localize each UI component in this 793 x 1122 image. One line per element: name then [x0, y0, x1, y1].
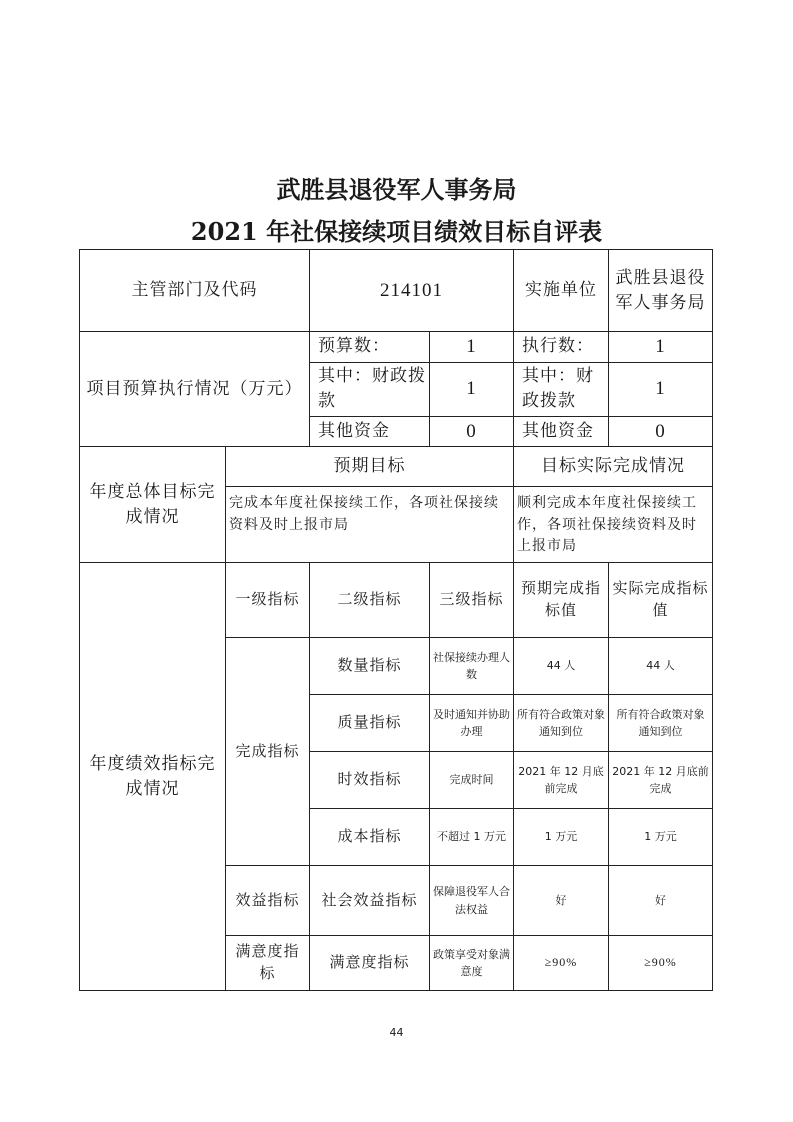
other-funds-exec-label: 其他资金: [514, 416, 609, 447]
budget-amount-label: 预算数：: [310, 332, 430, 363]
level2-cell: 成本指标: [310, 809, 430, 866]
page-number: 44: [389, 1026, 404, 1039]
level2-cell: 时效指标: [310, 752, 430, 809]
level3-cell: 及时通知并协助办理: [430, 695, 514, 752]
level3-cell: 完成时间: [430, 752, 514, 809]
expected-value-cell: 所有符合政策对象通知到位: [514, 695, 609, 752]
level1-completion: 完成指标: [226, 638, 310, 866]
exec-amount-label: 执行数：: [514, 332, 609, 363]
level3-cell: 政策享受对象满意度: [430, 936, 514, 991]
dept-row: [80, 250, 713, 332]
dept-code: 214101: [310, 250, 514, 332]
level2-cell: 数量指标: [310, 638, 430, 695]
expected-target-header: 预期目标: [226, 447, 514, 487]
level1-satisfaction: 满意度指标: [226, 936, 310, 991]
expected-value-cell: 好: [514, 866, 609, 936]
actual-completion-text: 顺利完成本年度社保接续工作，各项社保接续资料及时上报市局: [514, 487, 713, 563]
header-expected-value: 预期完成指标值: [514, 563, 609, 638]
actual-completion-header: 目标实际完成情况: [514, 447, 713, 487]
indicator-header-row: [80, 563, 713, 638]
fiscal-budget-value: 1: [430, 362, 514, 416]
document-title-line1: 武胜县退役军人事务局: [276, 175, 517, 204]
header-level1: 一级指标: [226, 563, 310, 638]
expected-value-cell: 1 万元: [514, 809, 609, 866]
expected-value-cell: 44 人: [514, 638, 609, 695]
other-funds-budget-value: 0: [430, 416, 514, 447]
header-level3: 三级指标: [430, 563, 514, 638]
actual-value-cell: 44 人: [609, 638, 713, 695]
indicator-section-label: 年度绩效指标完成情况: [80, 563, 226, 991]
actual-value-cell: 所有符合政策对象通知到位: [609, 695, 713, 752]
level2-cell: 质量指标: [310, 695, 430, 752]
fiscal-exec-value: 1: [609, 362, 713, 416]
other-funds-label: 其他资金: [310, 416, 430, 447]
exec-amount-value: 1: [609, 332, 713, 363]
fiscal-label: 其中：财政拨款: [310, 362, 430, 416]
level2-cell: 社会效益指标: [310, 866, 430, 936]
actual-value-cell: 好: [609, 866, 713, 936]
actual-value-cell: 1 万元: [609, 809, 713, 866]
actual-value-cell: 2021 年 12 月底前完成: [609, 752, 713, 809]
header-level2: 二级指标: [310, 563, 430, 638]
fiscal-exec-label: 其中：财政拨款: [514, 362, 609, 416]
expected-value-cell: ≥90%: [514, 936, 609, 991]
budget-label: 项目预算执行情况（万元）: [80, 332, 310, 447]
expected-target-text: 完成本年度社保接续工作，各项社保接续资料及时上报市局: [226, 487, 514, 563]
header-actual-value: 实际完成指标值: [609, 563, 713, 638]
annual-label: 年度总体目标完成情况: [80, 447, 226, 563]
budget-row: [80, 332, 713, 363]
level3-cell: 不超过 1 万元: [430, 809, 514, 866]
actual-value-cell: ≥90%: [609, 936, 713, 991]
level3-cell: 社保接续办理人数: [430, 638, 514, 695]
impl-value: 武胜县退役军人事务局: [609, 250, 713, 332]
level1-benefit: 效益指标: [226, 866, 310, 936]
document-title-line2: 2021 年社保接续项目绩效目标自评表: [190, 217, 603, 246]
impl-label: 实施单位: [514, 250, 609, 332]
expected-value-cell: 2021 年 12 月底前完成: [514, 752, 609, 809]
level2-cell: 满意度指标: [310, 936, 430, 991]
annual-header-row: [80, 447, 713, 487]
dept-label: 主管部门及代码: [80, 250, 310, 332]
evaluation-table: [79, 249, 713, 991]
level3-cell: 保障退役军人合法权益: [430, 866, 514, 936]
other-funds-exec-value: 0: [609, 416, 713, 447]
budget-amount-value: 1: [430, 332, 514, 363]
